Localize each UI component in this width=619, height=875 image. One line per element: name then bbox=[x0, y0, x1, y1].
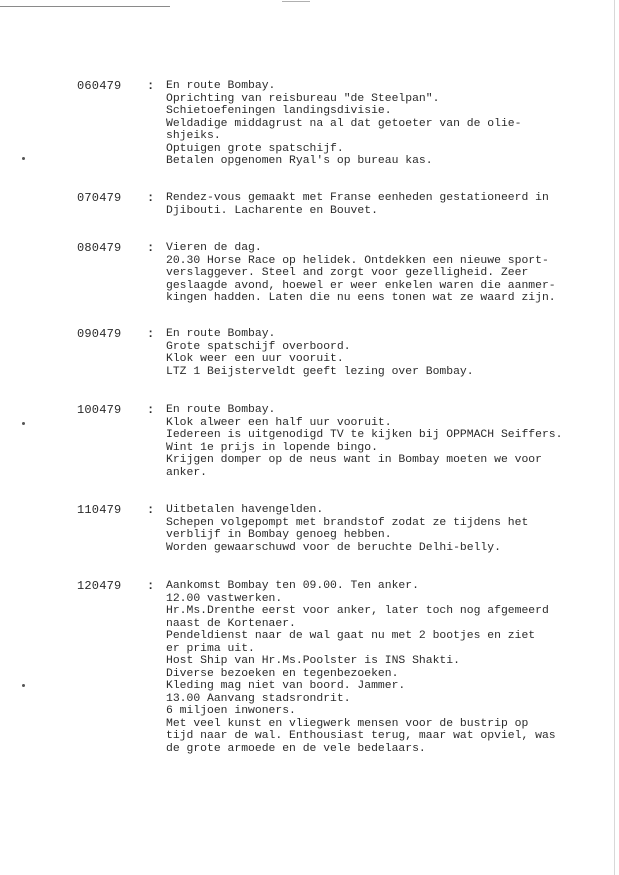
entry-line: er prima uit. bbox=[166, 642, 255, 655]
scan-edge-mark bbox=[282, 1, 310, 2]
entry-line: Oprichting van reisbureau "de Steelpan". bbox=[166, 92, 440, 105]
entry-line: En route Bombay. bbox=[166, 328, 276, 340]
entry-date: 110479 bbox=[77, 503, 122, 517]
entry-text bbox=[166, 242, 606, 305]
entry-separator: : bbox=[147, 79, 155, 93]
entry-line: kingen hadden. Laten die nu eens tonen wat ze waard zijn. bbox=[166, 292, 556, 304]
entry-date: 120479 bbox=[77, 579, 122, 593]
entry-separator: : bbox=[147, 579, 155, 593]
entry-line: Grote spatschijf overboord. bbox=[166, 340, 351, 353]
entry-line: Schepen volgepompt met brandstof zodat ze tijdens het bbox=[166, 516, 529, 529]
entry-text bbox=[166, 192, 606, 217]
entry-date: 070479 bbox=[77, 191, 122, 205]
scan-edge-line bbox=[0, 6, 170, 7]
entry-line: Klok weer een uur vooruit. bbox=[166, 353, 344, 365]
entry-separator: : bbox=[147, 327, 155, 341]
entry-line: Vieren de dag. bbox=[166, 242, 262, 254]
entry-line: Weldadige middagrust na al dat getoeter van de olie- bbox=[166, 117, 522, 130]
entry-line: Optuigen grote spatschijf. bbox=[166, 142, 344, 155]
punch-hole-mark bbox=[22, 684, 25, 687]
entry-date: 100479 bbox=[77, 403, 122, 417]
entry-line: Diverse bezoeken en tegenbezoeken. bbox=[166, 667, 399, 680]
entry-text bbox=[166, 404, 606, 479]
entry-line: Rendez-vous gemaakt met Franse eenheden gestationeerd in bbox=[166, 192, 549, 204]
entry-date: 090479 bbox=[77, 327, 122, 341]
entry-date: 060479 bbox=[77, 79, 122, 93]
entry-line: verblijf in Bombay genoeg hebben. bbox=[166, 529, 392, 541]
entry-line: Schietoefeningen landingsdivisie. bbox=[166, 105, 392, 117]
entry-line: LTZ 1 Beijsterveldt geeft lezing over Bombay. bbox=[166, 365, 474, 378]
entry-line: naast de Kortenaer. bbox=[166, 617, 296, 630]
entry-line: verslaggever. Steel and zorgt voor gezelligheid. Zeer bbox=[166, 267, 529, 279]
entry-line: Klok alweer een half uur vooruit. bbox=[166, 416, 392, 429]
entry-line: de grote armoede en de vele bedelaars. bbox=[166, 742, 426, 755]
entry-date: 080479 bbox=[77, 241, 122, 255]
entry-text bbox=[166, 580, 606, 755]
entry-line: Krijgen domper op de neus want in Bombay moeten we voor bbox=[166, 454, 542, 466]
entry-line: Iedereen is uitgenodigd TV te kijken bij OPPMACH Seiffers. bbox=[166, 429, 563, 441]
entry-line: Worden gewaarschuwd voor de beruchte Delhi-belly. bbox=[166, 541, 501, 554]
entry-text bbox=[166, 80, 606, 168]
entry-line: En route Bombay. bbox=[166, 404, 276, 416]
entry-text bbox=[166, 504, 606, 554]
entry-line: geslaagde avond, hoewel er weer enkelen waren die aanmer- bbox=[166, 279, 556, 292]
entry-line: Aankomst Bombay ten 09.00. Ten anker. bbox=[166, 580, 419, 592]
entry-line: Pendeldienst naar de wal gaat nu met 2 bootjes en ziet bbox=[166, 630, 536, 642]
entry-line: anker. bbox=[166, 466, 208, 479]
scan-right-edge bbox=[614, 0, 615, 875]
entry-separator: : bbox=[147, 403, 155, 417]
entry-line: Betalen opgenomen Ryal's op bureau kas. bbox=[166, 155, 433, 167]
entry-line: 12.00 vastwerken. bbox=[166, 592, 283, 605]
entry-line: Kleding mag niet van boord. Jammer. bbox=[166, 680, 406, 692]
entry-line: Uitbetalen havengelden. bbox=[166, 504, 324, 516]
entry-line: Host Ship van Hr.Ms.Poolster is INS Shakti. bbox=[166, 655, 460, 667]
entry-line: Hr.Ms.Drenthe eerst voor anker, later toch nog afgemeerd bbox=[166, 605, 549, 617]
entry-separator: : bbox=[147, 241, 155, 255]
entry-line: Djibouti. Lacharente en Bouvet. bbox=[166, 204, 378, 217]
entry-line: tijd naar de wal. Enthousiast terug, maar wat opviel, was bbox=[166, 730, 556, 742]
entry-line: shjeiks. bbox=[166, 130, 221, 142]
entry-line: 13.00 Aanvang stadsrondrit. bbox=[166, 692, 351, 705]
punch-hole-mark bbox=[22, 422, 25, 425]
entry-line: Wint 1e prijs in lopende bingo. bbox=[166, 441, 378, 454]
entry-line: En route Bombay. bbox=[166, 80, 276, 92]
entry-line: 6 miljoen inwoners. bbox=[166, 705, 296, 717]
entry-text bbox=[166, 328, 606, 378]
entry-line: 20.30 Horse Race op helidek. Ontdekken een nieuwe sport- bbox=[166, 254, 549, 267]
entry-line: Met veel kunst en vliegwerk mensen voor de bustrip op bbox=[166, 717, 529, 730]
punch-hole-mark bbox=[22, 157, 25, 160]
entry-separator: : bbox=[147, 191, 155, 205]
entry-separator: : bbox=[147, 503, 155, 517]
